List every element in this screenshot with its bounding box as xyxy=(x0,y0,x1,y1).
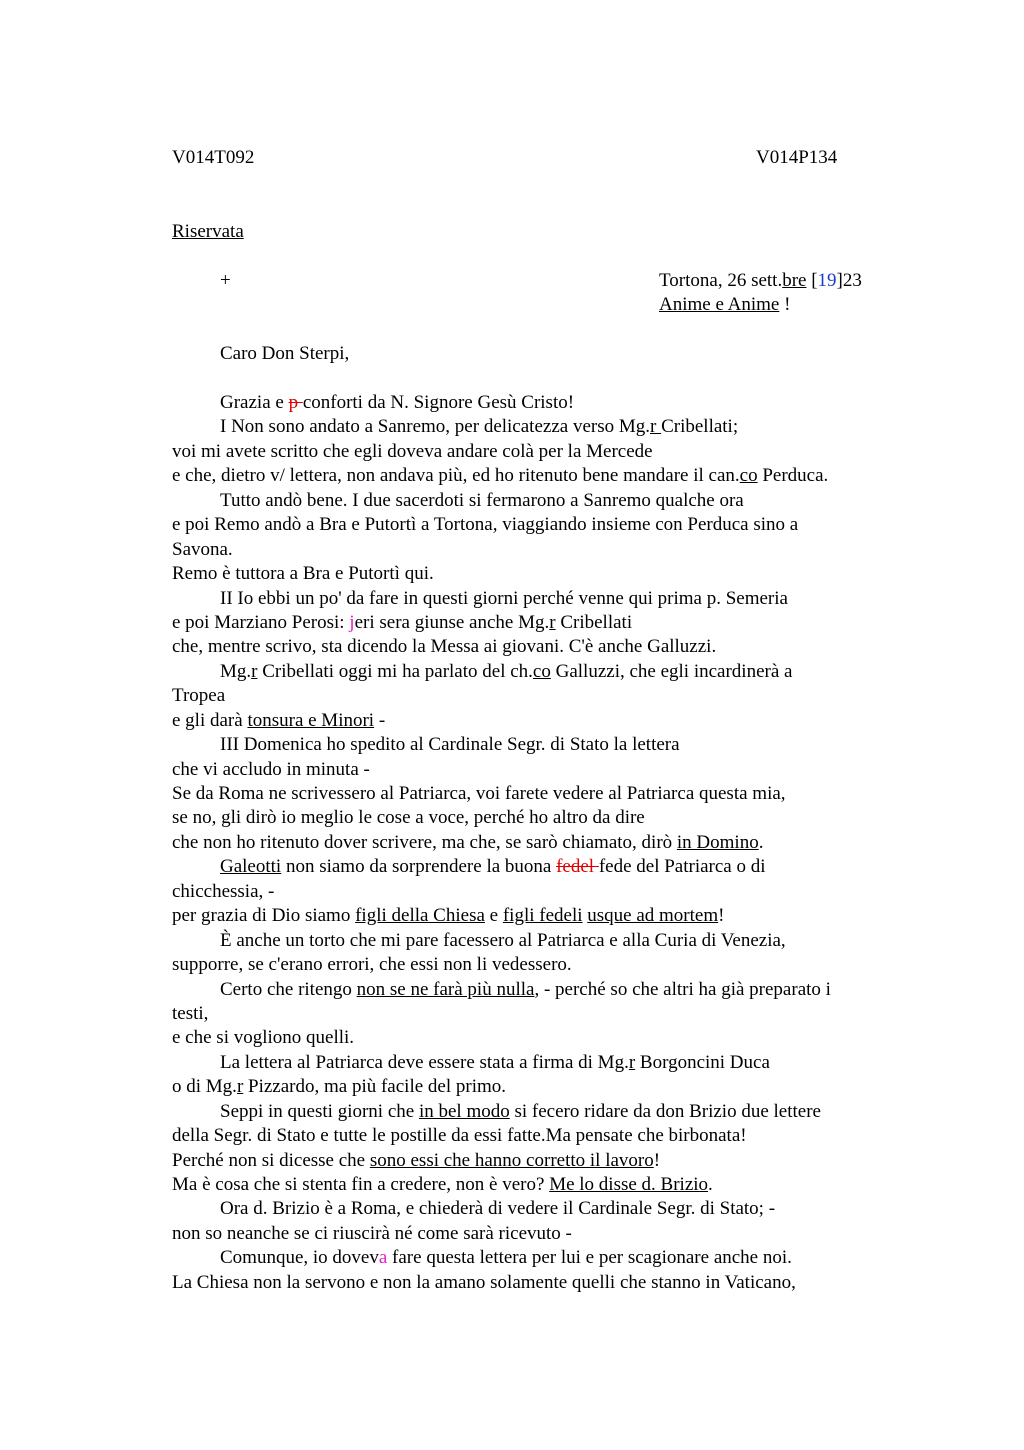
text-line: Perché non si dicesse che sono essi che hanno corretto il lavoro! xyxy=(172,1149,661,1171)
text-line: e che, dietro v/ lettera, non andava più, ed ho ritenuto bene mandare il can.co Perduca. xyxy=(172,465,829,487)
text-line: Grazia e p conforti da N. Signore Gesù Cristo! xyxy=(220,392,575,413)
letter-body xyxy=(172,391,887,1295)
archive-code-right: V014P134 xyxy=(756,147,838,168)
motto xyxy=(659,293,790,317)
text-line: Ma è cosa che si stenta fin a credere, non è vero? Me lo disse d. Brizio. xyxy=(172,1174,713,1195)
text-line: che vi accludo in minuta - xyxy=(172,758,370,780)
text-line: della Segr. di Stato e tutte le postille da essi fatte.Ma pensate che birbonata! xyxy=(172,1125,747,1147)
text-line: e poi Remo andò a Bra e Putortì a Tortona, viaggiando insieme con Perduca sino a xyxy=(172,514,799,536)
text-line: supporre, se c'erano errori, che essi non li vedessero. xyxy=(172,954,572,976)
dateline xyxy=(659,269,862,293)
text-line: che, mentre scrivo, sta dicendo la Messa ai giovani. C'è anche Galluzzi. xyxy=(172,636,717,658)
cross-mark: + xyxy=(220,270,231,291)
salutation: Caro Don Sterpi, xyxy=(220,343,350,364)
text-line: che non ho ritenuto dover scrivere, ma che, se sarò chiamato, dirò in Domino. xyxy=(172,831,764,853)
text-line: e gli darà tonsura e Minori - xyxy=(172,709,386,731)
text-line: La Chiesa non la servono e non la amano solamente quelli che stanno in Vaticano, xyxy=(172,1271,796,1293)
text-line: e poi Marziano Perosi: jeri sera giunse anche Mg.r Cribellati xyxy=(172,611,633,633)
text-line: Mg.r Cribellati oggi mi ha parlato del ch.co Galluzzi, che egli incardinerà a xyxy=(220,660,793,682)
riservata-label: Riservata xyxy=(172,221,244,242)
text-line: Tropea xyxy=(172,685,226,707)
text-line: e che si vogliono quelli. xyxy=(172,1027,355,1049)
deleted-text: p xyxy=(288,392,303,413)
text-line: Savona. xyxy=(172,538,233,560)
text-line: È anche un torto che mi pare facessero al Patriarca e alla Curia di Venezia, xyxy=(220,929,786,951)
deleted-text: fedel xyxy=(556,856,599,878)
text-line: Comunque, io doveva fare questa lettera per lui e per scagionare anche noi. xyxy=(220,1247,792,1269)
motto-text: Anime e Anime xyxy=(659,294,780,315)
text-line: testi, xyxy=(172,1002,209,1024)
text-line: Seppi in questi giorni che in bel modo si fecero ridare da don Brizio due lettere xyxy=(220,1100,821,1122)
highlighted-correction: j xyxy=(349,611,355,633)
text-line: se no, gli dirò io meglio le cose a voce, perché ho altro da dire xyxy=(172,807,645,829)
text-line: La lettera al Patriarca deve essere stata a firma di Mg.r Borgoncini Duca xyxy=(220,1051,770,1073)
dateline-place: Tortona, 26 sett. xyxy=(659,270,783,291)
text-line: Ora d. Brizio è a Roma, e chiederà di vedere il Cardinale Segr. di Stato; - xyxy=(220,1198,776,1220)
text-line: chicchessia, - xyxy=(172,880,275,902)
text-line: II Io ebbi un po' da fare in questi giorni perché venne qui prima p. Semeria xyxy=(220,587,788,609)
dateline-year-open: [ xyxy=(806,270,818,291)
text-line: Certo che ritengo non se ne farà più nulla, - perché so che altri ha già preparato i xyxy=(220,978,831,1000)
text-line: Tutto andò bene. I due sacerdoti si fermarono a Sanremo qualche ora xyxy=(220,489,744,511)
highlighted-correction: a xyxy=(378,1247,388,1269)
text-line: I Non sono andato a Sanremo, per delicatezza verso Mg.r Cribellati; xyxy=(220,416,739,438)
archive-code-left: V014T092 xyxy=(172,147,255,168)
dateline-year-close: ]23 xyxy=(836,270,862,291)
dateline-month: bre xyxy=(782,270,807,291)
text-line: per grazia di Dio siamo figli della Chiesa e figli fedeli usque ad mortem! xyxy=(172,905,725,927)
text-line: III Domenica ho spedito al Cardinale Segr. di Stato la lettera xyxy=(220,734,680,756)
text-line: Galeotti non siamo da sorprendere la buona fedel fede del Patriarca o di xyxy=(220,856,766,878)
text-line: Remo è tuttora a Bra e Putortì qui. xyxy=(172,563,434,585)
text-line: voi mi avete scritto che egli doveva andare colà per la Mercede xyxy=(172,440,653,462)
text-line: Se da Roma ne scrivessero al Patriarca, voi farete vedere al Patriarca questa mia, xyxy=(172,783,786,804)
dateline-year-century: 19 xyxy=(817,270,837,291)
text-line: non so neanche se ci riuscirà né come sarà ricevuto - xyxy=(172,1222,572,1244)
text-line: o di Mg.r Pizzardo, ma più facile del primo. xyxy=(172,1076,507,1098)
motto-end: ! xyxy=(779,294,791,315)
